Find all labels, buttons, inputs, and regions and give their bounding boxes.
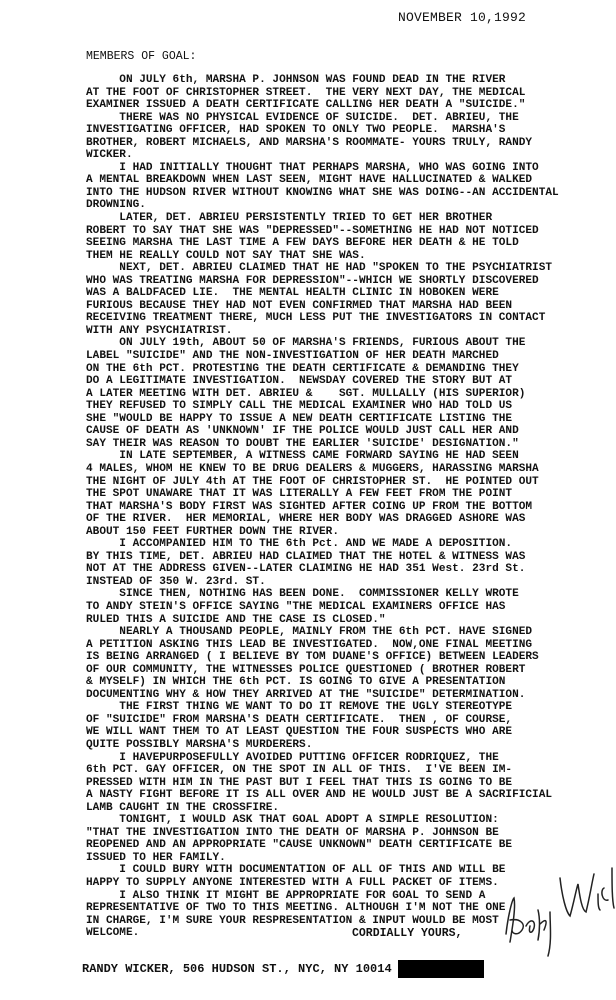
- body-line: LABEL "SUICIDE" AND THE NON-INVESTIGATION OF HER DEATH MARCHED: [86, 350, 499, 363]
- body-line: BROTHER, ROBERT MICHAELS, AND MARSHA'S ROOMMATE- YOURS TRULY, RANDY: [86, 136, 533, 149]
- body-line: LAMB CAUGHT IN THE CROSSFIRE.: [86, 801, 280, 814]
- body-line: IN LATE SEPTEMBER, A WITNESS CAME FORWARD SAYING HE HAD SEEN: [86, 450, 519, 463]
- body-line: THE FIRST THING WE WANT TO DO IT REMOVE THE UGLY STEREOTYPE: [86, 701, 513, 714]
- body-line: HAPPY TO SUPPLY ANYONE INTERESTED WITH A FULL PACKET OF ITEMS.: [86, 877, 499, 889]
- salutation: MEMBERS OF GOAL:: [86, 50, 197, 63]
- body-line: EXAMINER ISSUED A DEATH CERTIFICATE CALLING HER DEATH A "SUICIDE.": [86, 99, 526, 112]
- body-line: I HAD INITIALLY THOUGHT THAT PERHAPS MARSHA, WHO WAS GOING INTO: [86, 161, 539, 174]
- body-line: WITH ANY PSYCHIATRIST.: [86, 324, 233, 337]
- body-line: CAUSE OF DEATH AS 'UNKNOWN' IF THE POLICE WOULD JUST CALL HER AND: [86, 425, 519, 438]
- body-line: & MYSELF) IN WHICH THE 6th PCT. IS GOING TO GIVE A PRESENTATION: [86, 676, 506, 689]
- body-line: A MENTAL BREAKDOWN WHEN LAST SEEN, MIGHT HAVE HALLUCINATED & WALKED: [86, 174, 533, 187]
- body-line: 6th PCT. GAY OFFICER, ON THE SPOT IN ALL OF THIS. I'VE BEEN IM-: [86, 764, 513, 777]
- body-line: NEARLY A THOUSAND PEOPLE, MAINLY FROM THE 6th PCT. HAVE SIGNED: [86, 626, 533, 639]
- body-line: ABOUT 150 FEET FURTHER DOWN THE RIVER.: [86, 525, 339, 538]
- body-line: "THAT THE INVESTIGATION INTO THE DEATH OF MARSHA P. JOHNSON BE: [86, 826, 499, 839]
- redaction-bar: [398, 960, 484, 978]
- body-line: WHO WAS TREATING MARSHA FOR DEPRESSION"--WHICH WE SHORTLY DISCOVERED: [86, 274, 539, 287]
- return-address-text: RANDY WICKER, 506 HUDSON ST., NYC, NY 10014: [82, 962, 392, 977]
- body-line: WICKER.: [86, 149, 133, 162]
- body-line: ON JULY 6th, MARSHA P. JOHNSON WAS FOUND DEAD IN THE RIVER: [86, 74, 506, 86]
- body-line: THE SPOT UNAWARE THAT IT WAS LITERALLY A FEW FEET FROM THE POINT: [86, 488, 513, 501]
- letter-body: [86, 74, 600, 940]
- body-line: REOPENED AND AN APPROPRIATE "CAUSE UNKNOWN" DEATH CERTIFICATE BE: [86, 839, 513, 852]
- body-line: THERE WAS NO PHYSICAL EVIDENCE OF SUICIDE. DET. ABRIEU, THE: [86, 111, 519, 124]
- body-line: TO ANDY STEIN'S OFFICE SAYING "THE MEDICAL EXAMINERS OFFICE HAS: [86, 600, 506, 613]
- body-line: BY THIS TIME, DET. ABRIEU HAD CLAIMED THAT THE HOTEL & WITNESS WAS: [86, 550, 526, 563]
- body-line: A PETITION ASKING THIS LEAD BE INVESTIGATED. NOW,ONE FINAL MEETING: [86, 638, 533, 651]
- body-line: WE WILL WANT THEM TO AT LEAST QUESTION THE FOUR SUSPECTS WHO ARE: [86, 726, 513, 739]
- body-line: I ACCOMPANIED HIM TO THE 6th Pct. AND WE MADE A DEPOSITION.: [86, 538, 513, 551]
- body-line: A LATER MEETING WITH DET. ABRIEU & SGT. MULLALLY (HIS SUPERIOR): [86, 387, 526, 400]
- body-line: OF OUR COMMUNITY, THE WITNESSES POLICE QUESTIONED ( BROTHER ROBERT: [86, 663, 526, 676]
- body-line: PRESSED WITH HIM IN THE PAST BUT I FEEL THAT THIS IS GOING TO BE: [86, 776, 513, 789]
- body-line: LATER, DET. ABRIEU PERSISTENTLY TRIED TO GET HER BROTHER: [86, 212, 493, 225]
- body-line: OF "SUICIDE" FROM MARSHA'S DEATH CERTIFICATE. THEN , OF COURSE,: [86, 713, 513, 726]
- body-line: ON THE 6th PCT. PROTESTING THE DEATH CERTIFICATE & DEMANDING THEY: [86, 362, 519, 375]
- letter-date: NOVEMBER 10,1992: [398, 10, 527, 25]
- body-line: NEXT, DET. ABRIEU CLAIMED THAT HE HAD "SPOKEN TO THE PSYCHIATRIST: [86, 262, 553, 275]
- body-line: ON JULY 19th, ABOUT 50 OF MARSHA'S FRIENDS, FURIOUS ABOUT THE: [86, 337, 526, 350]
- body-line: 4 MALES, WHOM HE KNEW TO BE DRUG DEALERS & MUGGERS, HARASSING MARSHA: [86, 462, 539, 475]
- body-line: INTO THE HUDSON RIVER WITHOUT KNOWING WHAT SHE WAS DOING--AN ACCIDENTAL: [86, 186, 559, 199]
- body-line: TONIGHT, I WOULD ASK THAT GOAL ADOPT A SIMPLE RESOLUTION:: [86, 814, 499, 827]
- body-line: IN CHARGE, I'M SURE YOUR RESPRESENTATION & INPUT WOULD BE MOST: [86, 914, 499, 927]
- body-line: IS BEING ARRANGED ( I BELIEVE BY TOM DUANE'S OFFICE) BETWEEN LEADERS: [86, 651, 539, 664]
- body-line: WAS A BALDFACED LIE. THE MENTAL HEALTH CLINIC IN HOBOKEN WERE: [86, 287, 499, 300]
- body-line: INVESTIGATING OFFICER, HAD SPOKEN TO ONLY TWO PEOPLE. MARSHA'S: [86, 124, 506, 137]
- body-line: SINCE THEN, NOTHING HAS BEEN DONE. COMMISSIONER KELLY WROTE: [86, 588, 519, 601]
- body-line: QUITE POSSIBLY MARSHA'S MURDERERS.: [86, 738, 313, 751]
- body-line: THEY REFUSED TO SIMPLY CALL THE MEDICAL EXAMINER WHO HAD TOLD US: [86, 400, 513, 413]
- body-line: DO A LEGITIMATE INVESTIGATION. NEWSDAY COVERED THE STORY BUT AT: [86, 375, 513, 388]
- body-line: DOCUMENTING WHY & HOW THEY ARRIVED AT THE "SUICIDE" DETERMINATION.: [86, 688, 526, 701]
- body-line: NOT AT THE ADDRESS GIVEN--LATER CLAIMING HE HAD 351 West. 23rd St.: [86, 563, 526, 576]
- body-line: INSTEAD OF 350 W. 23rd. ST.: [86, 575, 266, 588]
- body-line: AT THE FOOT OF CHRISTOPHER STREET. THE VERY NEXT DAY, THE MEDICAL: [86, 86, 526, 99]
- body-line: FURIOUS BECAUSE THEY HAD NOT EVEN CONFIRMED THAT MARSHA HAD BEEN: [86, 299, 513, 312]
- body-line: A NASTY FIGHT BEFORE IT IS ALL OVER AND HE WOULD JUST BE A SACRIFICIAL: [86, 789, 553, 802]
- body-line: DROWNING.: [86, 199, 146, 212]
- body-line: SHE "WOULD BE HAPPY TO ISSUE A NEW DEATH CERTIFICATE LISTING THE: [86, 412, 513, 425]
- handwritten-signature: [500, 838, 616, 968]
- body-line: I HAVEPURPOSEFULLY AVOIDED PUTTING OFFICER RODRIQUEZ, THE: [86, 751, 499, 764]
- body-line: WELCOME.: [86, 927, 140, 940]
- body-line: SEEING MARSHA THE LAST TIME A FEW DAYS BEFORE HER DEATH & HE TOLD: [86, 237, 519, 250]
- body-line: RULED THIS A SUICIDE AND THE CASE IS CLOSED.": [86, 613, 386, 626]
- body-line: REPRESENTATIVE OF TWO TO THIS MEETING. ALTHOUGH I'M NOT THE ONE: [86, 902, 506, 915]
- body-line: THE NIGHT OF JULY 4th AT THE FOOT OF CHRISTOPHER ST. HE POINTED OUT: [86, 475, 539, 488]
- body-line: ROBERT TO SAY THAT SHE WAS "DEPRESSED"--SOMETHING HE HAD NOT NOTICED: [86, 224, 539, 237]
- body-line: THAT MARSHA'S BODY FIRST WAS SIGHTED AFTER COING UP FROM THE BOTTOM: [86, 500, 533, 513]
- body-line: OF THE RIVER. HER MEMORIAL, WHERE HER BODY WAS DRAGGED ASHORE WAS: [86, 513, 526, 526]
- body-line: I COULD BURY WITH DOCUMENTATION OF ALL OF THIS AND WILL BE: [86, 864, 506, 877]
- body-line: SAY THEIR WAS REASON TO DOUBT THE EARLIER 'SUICIDE' DESIGNATION.": [86, 437, 519, 450]
- closing: CORDIALLY YOURS,: [352, 927, 463, 940]
- return-address: [82, 960, 484, 978]
- body-line: I ALSO THINK IT MIGHT BE APPROPRIATE FOR GOAL TO SEND A: [86, 889, 486, 902]
- body-line: ISSUED TO HER FAMILY.: [86, 851, 226, 864]
- body-line: THEM HE REALLY COULD NOT SAY THAT SHE WAS.: [86, 249, 366, 262]
- body-line: RECEIVING TREATMENT THERE, MUCH LESS PUT THE INVESTIGATORS IN CONTACT: [86, 312, 546, 325]
